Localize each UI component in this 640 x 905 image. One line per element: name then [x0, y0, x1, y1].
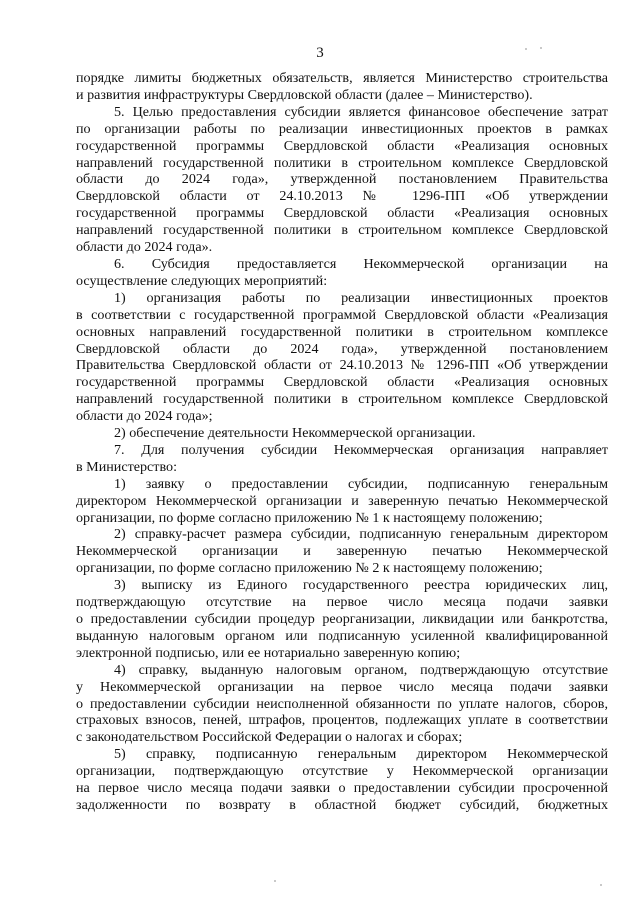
- text-line: страховых взносов, пеней, штрафов, процентов, подлежащих уплате в соответствии: [76, 712, 608, 729]
- text-line: Свердловской области от 24.10.2013 № 1296-ПП «Об утверждении: [76, 188, 608, 205]
- document-body: [76, 70, 608, 814]
- scan-speck: [600, 884, 602, 886]
- text-line: электронной подписью, или ее нотариально заверенную копию;: [76, 644, 461, 661]
- text-line: о предоставлении субсидии процедур реорганизации, ликвидации или банкротства,: [76, 611, 608, 627]
- text-line: о предоставлении субсидии неисполненной обязанности по уплате налогов, сборов,: [76, 695, 608, 712]
- text-line: области до 2024 года», утвержденной постановлением Правительства: [76, 171, 608, 188]
- text-line: 1) организация работы по реализации инвестиционных проектов: [114, 289, 608, 306]
- text-line: на первое число месяца подачи заявки о предоставлении субсидии просроченной: [76, 780, 608, 797]
- text-line: направлений государственной политики в строительном комплексе Свердловской: [76, 222, 608, 239]
- text-line: 2) справку-расчет размера субсидии, подписанную генеральным директором: [114, 526, 608, 543]
- text-line: организации, по форме согласно приложению № 2 к настоящему положению;: [76, 560, 543, 577]
- text-line: Правительства Свердловской области от 24.10.2013 № 1296-ПП «Об утверждении: [76, 357, 608, 374]
- text-line: Свердловской области до 2024 года», утвержденной постановлением: [76, 340, 608, 357]
- text-line: организации, по форме согласно приложению № 1 к настоящему положению;: [76, 509, 543, 526]
- text-line: задолженности по возврату в областной бюджет субсидий, бюджетных: [76, 796, 608, 813]
- text-line: области до 2024 года»;: [76, 408, 213, 425]
- text-line: и развития инфраструктуры Свердловской области (далее – Министерство).: [76, 86, 533, 103]
- text-line: организации, подтверждающую отсутствие у Некоммерческой организации: [76, 763, 608, 780]
- text-line: осуществление следующих мероприятий:: [76, 272, 328, 289]
- text-line: государственной программы Свердловской области «Реализация основных: [76, 374, 608, 391]
- text-line: 5. Целью предоставления субсидии является финансовое обеспечение затрат: [114, 103, 608, 120]
- text-line: 2) обеспечение деятельности Некоммерческой организации.: [114, 425, 476, 442]
- text-line: 6. Субсидия предоставляется Некоммерческой организации на: [114, 255, 608, 272]
- text-line: основных направлений государственной политики в строительном комплексе: [76, 323, 608, 340]
- text-line: директором Некоммерческой организации и заверенную печатью Некоммерческой: [76, 492, 608, 509]
- text-line: 4) справку, выданную налоговым органом, подтверждающую отсутствие: [114, 661, 608, 678]
- text-line: по организации работы по реализации инвестиционных проектов в рамках: [76, 120, 608, 137]
- text-line: выданную налоговым органом или подписанную усиленной квалифицированной: [76, 627, 608, 644]
- text-line: 7. Для получения субсидии Некоммерческая организация направляет: [114, 441, 608, 458]
- text-line: порядке лимиты бюджетных обязательств, является Министерство строительства: [76, 70, 608, 86]
- text-line: в Министерство:: [76, 458, 177, 475]
- page-number: 3: [316, 45, 324, 61]
- scan-speck: [274, 880, 276, 882]
- text-line: подтверждающую отсутствие на первое число месяца подачи заявки: [76, 594, 608, 611]
- text-line: с законодательством Российской Федерации о налогах и сборах;: [76, 729, 463, 746]
- scan-speck: [540, 47, 542, 49]
- text-line: государственной программы Свердловской области «Реализация основных: [76, 137, 608, 154]
- text-line: области до 2024 года».: [76, 239, 213, 256]
- text-line: направлений государственной политики в строительном комплексе Свердловской: [76, 391, 608, 408]
- text-line: у Некоммерческой организации на первое число месяца подачи заявки: [76, 678, 608, 695]
- text-line: Некоммерческой организации и заверенную печатью Некоммерческой: [76, 543, 608, 560]
- text-line: 3) выписку из Единого государственного реестра юридических лиц,: [114, 577, 608, 594]
- text-line: 1) заявку о предоставлении субсидии, подписанную генеральным: [114, 475, 608, 492]
- scan-speck: [525, 48, 527, 50]
- text-line: направлений государственной политики в строительном комплексе Свердловской: [76, 154, 608, 171]
- text-line: в соответствии с государственной программой Свердловской области «Реализация: [76, 306, 608, 323]
- text-line: государственной программы Свердловской области «Реализация основных: [76, 205, 608, 222]
- text-line: 5) справку, подписанную генеральным директором Некоммерческой: [114, 746, 608, 763]
